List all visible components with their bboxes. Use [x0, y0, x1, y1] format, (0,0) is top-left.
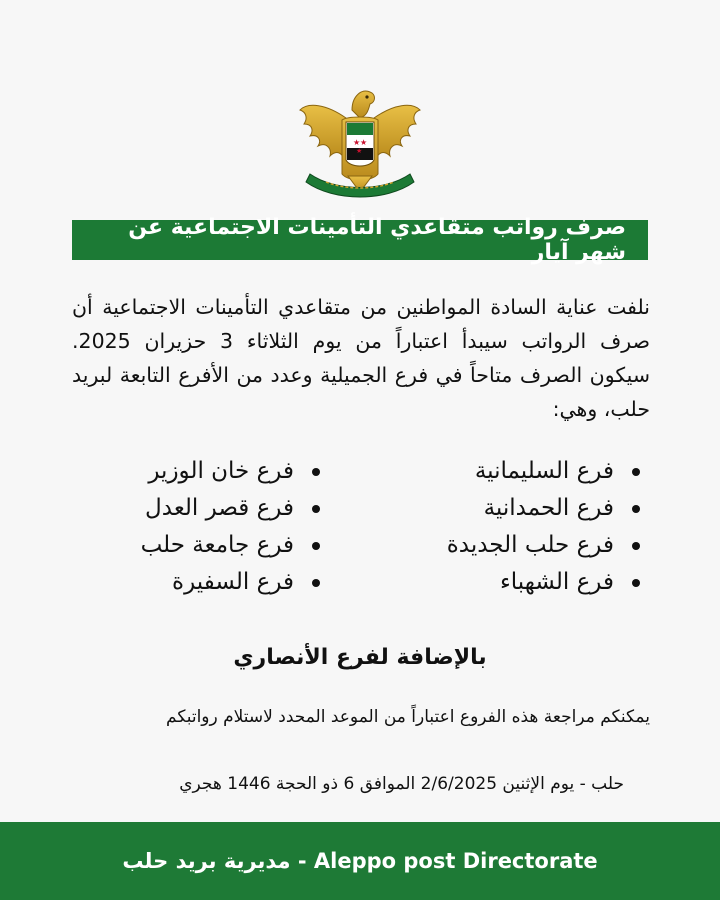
announcement-title-banner	[72, 215, 648, 265]
list-item	[390, 490, 640, 527]
bullet-icon	[312, 505, 320, 513]
svg-text:★: ★	[356, 147, 363, 155]
list-item	[80, 490, 320, 527]
branch-name: فرع السليمانية	[474, 458, 614, 484]
list-item	[390, 527, 640, 564]
dateline: حلب - يوم الإثنين 2/6/2025 الموافق 6 ذو الحجة 1446 هجري	[179, 774, 624, 794]
visit-note: يمكنكم مراجعة هذه الفروع اعتباراً من الموعد المحدد لاستلام رواتبكم	[166, 707, 650, 727]
bullet-icon	[632, 542, 640, 550]
footer-label: مديرية بريد حلب - Aleppo post Directorate	[122, 849, 598, 873]
announcement-title: صرف رواتب متقاعدي التأمينات الاجتماعية عن شهر آيار	[128, 215, 626, 265]
branch-column-right	[390, 453, 640, 601]
list-item	[390, 564, 640, 601]
bullet-icon	[632, 579, 640, 587]
branch-column-left	[80, 453, 320, 601]
branch-name: فرع جامعة حلب	[140, 532, 294, 558]
list-item	[80, 453, 320, 490]
eagle-emblem-icon	[296, 82, 424, 200]
svg-text:★: ★	[353, 138, 361, 147]
branch-name: فرع خان الوزير	[148, 458, 294, 484]
bullet-icon	[632, 468, 640, 476]
branch-name: فرع السفيرة	[172, 569, 294, 595]
list-item	[80, 527, 320, 564]
additional-branch-heading: بالإضافة لفرع الأنصاري	[233, 645, 487, 670]
list-item	[80, 564, 320, 601]
bullet-icon	[312, 579, 320, 587]
branch-name: فرع قصر العدل	[145, 495, 294, 521]
branch-name: فرع الشهباء	[499, 569, 614, 595]
branch-name: فرع حلب الجديدة	[446, 532, 614, 558]
branch-name: فرع الحمدانية	[483, 495, 614, 521]
svg-text:★: ★	[360, 138, 368, 147]
list-item	[390, 453, 640, 490]
intro-paragraph: نلفت عناية السادة المواطنين من متقاعدي التأمينات الاجتماعية أن صرف الرواتب سيبدأ اعتباراً من يوم الثلاثاء 3 حزيران 2025. سيكون الصرف متاحاً في فرع الجميلية وعدد من الأفرع التابعة لبريد حلب، وهي:	[72, 295, 650, 421]
bullet-icon	[312, 468, 320, 476]
bullet-icon	[312, 542, 320, 550]
branch-list	[80, 453, 640, 613]
footer-bar	[0, 822, 720, 900]
bullet-icon	[632, 505, 640, 513]
